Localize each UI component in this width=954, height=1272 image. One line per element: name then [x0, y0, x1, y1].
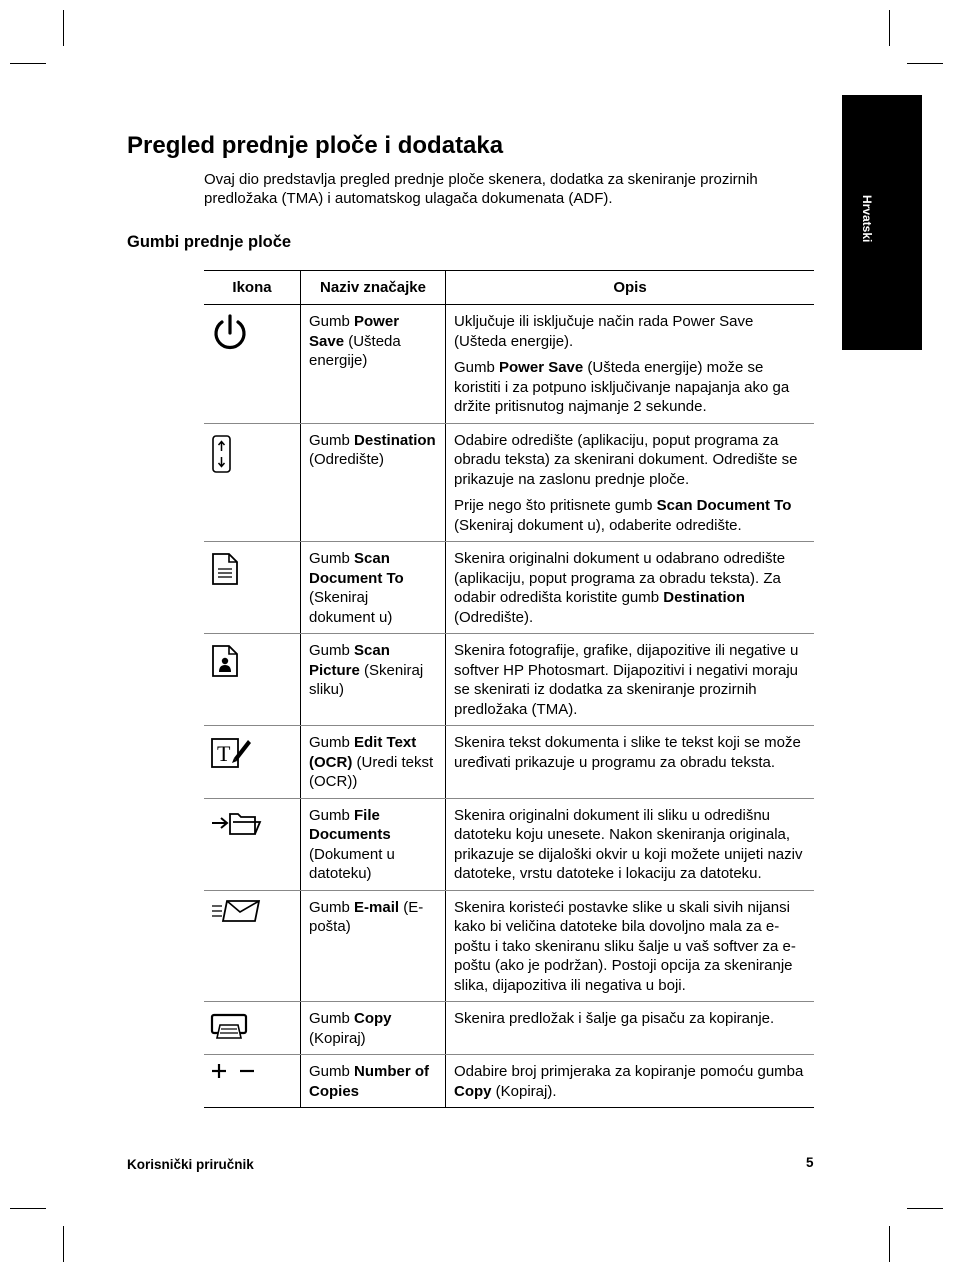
- text-run: (Kopiraj): [309, 1029, 366, 1047]
- bold-text: Power Save: [309, 313, 400, 350]
- table-row: [204, 798, 814, 890]
- plus-minus-icon: [210, 1061, 300, 1087]
- page-number: 5: [806, 1155, 814, 1170]
- power-icon: [210, 311, 300, 359]
- header-description: Opis: [446, 271, 815, 305]
- text-run: Gumb: [309, 1010, 355, 1027]
- bold-text: Scan Document To: [656, 497, 792, 514]
- description-paragraph: [454, 898, 806, 996]
- icon-cell: [204, 798, 301, 890]
- header-feature-name: Naziv značajke: [301, 271, 446, 305]
- crop-mark: [889, 1226, 890, 1262]
- text-run: (Uredi tekst (OCR)): [309, 753, 434, 790]
- description-cell: [446, 423, 815, 542]
- text-run: (Odredište).: [454, 608, 534, 626]
- section-heading: Gumbi prednje ploče: [127, 233, 292, 251]
- intro-paragraph: Ovaj dio predstavlja pregled prednje ploče skenera, dodatka za skeniranje prozirnih predložaka (TMA) i automatskog ulagača dokumenata (ADF).: [204, 171, 758, 207]
- icon-cell: [204, 542, 301, 634]
- text-run: (Odredište): [309, 451, 385, 468]
- icon-cell: [204, 726, 301, 799]
- bold-text: Scan Picture: [309, 642, 390, 679]
- crop-mark: [63, 10, 64, 46]
- feature-name-cell: [301, 1055, 446, 1108]
- icon-cell: [204, 890, 301, 1002]
- feature-name-cell: [301, 1002, 446, 1055]
- description-cell: [446, 542, 815, 634]
- text-run: (Skeniraj dokument u), odaberite odredište.: [454, 516, 742, 534]
- text-run: Gumb: [309, 642, 355, 659]
- feature-name-cell: [301, 305, 446, 424]
- edit-text-icon: [210, 732, 300, 776]
- crop-mark: [10, 1208, 46, 1209]
- description-paragraph: [454, 431, 806, 490]
- front-panel-buttons-table: [204, 270, 814, 1108]
- table-row: [204, 1002, 814, 1055]
- table-row: [204, 1055, 814, 1108]
- description-paragraph: [454, 312, 806, 351]
- description-paragraph: [454, 733, 806, 772]
- feature-name-cell: [301, 634, 446, 726]
- description-paragraph: [454, 358, 806, 417]
- bold-text: Power Save: [499, 359, 584, 376]
- scan-picture-icon: [210, 640, 300, 684]
- email-icon: [210, 897, 300, 931]
- destination-icon: [210, 430, 300, 480]
- bold-text: Edit Text (OCR): [309, 734, 417, 771]
- table-row: [204, 890, 814, 1002]
- description-paragraph: [454, 549, 806, 627]
- text-run: (E-pošta): [309, 898, 424, 935]
- crop-mark: [10, 63, 46, 64]
- feature-name-cell: [301, 542, 446, 634]
- description-cell: [446, 726, 815, 799]
- bold-text: Scan Document To: [309, 550, 404, 587]
- description-cell: [446, 1002, 815, 1055]
- description-cell: [446, 1055, 815, 1108]
- text-run: Gumb: [309, 1063, 355, 1080]
- bold-text: E-mail: [354, 898, 400, 916]
- bold-text: Copy: [454, 1082, 492, 1100]
- file-documents-icon: [210, 805, 300, 844]
- description-cell: [446, 798, 815, 890]
- text-run: Uključuje ili isključuje način rada Power Save (Ušteda energije).: [454, 313, 754, 350]
- table-header-row: [204, 271, 814, 305]
- text-run: Gumb: [309, 734, 355, 751]
- text-run: (Skeniraj dokument u): [309, 589, 393, 626]
- text-run: Prije nego što pritisnete gumb: [454, 497, 657, 514]
- language-tab: [842, 95, 922, 350]
- text-run: Skenira originalni dokument ili sliku u odredišnu datoteku koju unesete. Nakon skeniranja originala, prikazuje se dijaloški okvir u koji možete unijeti naziv datoteke, vrstu datoteke i lokaciju za datoteku.: [454, 806, 803, 882]
- description-cell: [446, 890, 815, 1002]
- table-row: [204, 423, 814, 542]
- text-run: Gumb: [309, 898, 355, 916]
- description-paragraph: [454, 641, 806, 719]
- text-run: (Skeniraj sliku): [309, 661, 424, 698]
- table-row: [204, 726, 814, 799]
- text-run: Skenira tekst dokumenta i slike te tekst koji se može uređivati prikazuje u programu za obradu teksta.: [454, 734, 801, 771]
- page-title: Pregled prednje ploče i dodataka: [127, 132, 504, 159]
- text-run: Skenira koristeći postavke slike u skali sivih nijansi kako bi veličina datoteke bila dovoljno mala za e-poštu i tako skeniranu sliku šalje u vaš softver za e-poštu (ako je podržan). Postoji opcija za skeniranje slika, dijapozitiva ili negativa u boji.: [454, 898, 796, 994]
- description-paragraph: [454, 496, 806, 535]
- header-icon: Ikona: [204, 271, 301, 305]
- description-paragraph: [454, 1062, 806, 1101]
- crop-mark: [907, 63, 943, 64]
- bold-text: Copy: [354, 1010, 392, 1027]
- description-cell: [446, 305, 815, 424]
- crop-mark: [907, 1208, 943, 1209]
- copy-icon: [210, 1008, 300, 1047]
- bold-text: Destination: [354, 431, 436, 449]
- table-row: [204, 305, 814, 424]
- crop-mark: [63, 1226, 64, 1262]
- text-run: Gumb: [309, 806, 355, 824]
- text-run: (Ušteda energije): [309, 332, 401, 369]
- text-run: Odabire broj primjeraka za kopiranje pomoću gumba: [454, 1063, 804, 1080]
- icon-cell: [204, 423, 301, 542]
- description-paragraph: [454, 806, 806, 884]
- icon-cell: [204, 1002, 301, 1055]
- text-run: (Ušteda energije) može se koristiti i za potpuno isključivanje napajanja ako ga držite pritisnutog najmanje 2 sekunde.: [454, 359, 790, 415]
- table-row: [204, 634, 814, 726]
- icon-cell: [204, 1055, 301, 1108]
- feature-name-cell: [301, 890, 446, 1002]
- text-run: Gumb: [309, 550, 355, 567]
- description-paragraph: [454, 1009, 806, 1029]
- bold-text: Destination: [663, 589, 745, 606]
- bold-text: File Documents: [309, 806, 391, 843]
- bold-text: Number of Copies: [309, 1063, 430, 1100]
- crop-mark: [889, 10, 890, 46]
- text-run: (Kopiraj).: [491, 1082, 557, 1100]
- svg-text:T: T: [217, 741, 231, 766]
- icon-cell: [204, 305, 301, 424]
- language-tab-label: Hrvatski: [860, 195, 874, 243]
- text-run: Gumb: [309, 431, 355, 449]
- text-run: Skenira originalni dokument u odabrano odredište (aplikaciju, poput programa za obradu teksta). Za odabir odredišta koristite gumb: [454, 550, 786, 606]
- text-run: Odabire odredište (aplikaciju, poput programa za obradu teksta) za skenirani dokument. Odredište se prikazuje na zaslonu prednje ploče.: [454, 431, 798, 488]
- text-run: (Dokument u datoteku): [309, 845, 395, 882]
- text-run: Skenira fotografije, grafike, dijapozitive ili negative u softver HP Photosmart. Dijapozitivi i negativi moraju se skenirati iz dodatka za skeniranje prozirnih predložaka (TMA).: [454, 642, 799, 718]
- feature-name-cell: [301, 423, 446, 542]
- text-run: Gumb: [454, 359, 500, 376]
- feature-name-cell: [301, 726, 446, 799]
- description-cell: [446, 634, 815, 726]
- text-run: Gumb: [309, 313, 355, 330]
- text-run: Skenira predložak i šalje ga pisaču za kopiranje.: [454, 1010, 775, 1027]
- footer-manual-title: Korisnički priručnik: [127, 1157, 254, 1172]
- icon-cell: [204, 634, 301, 726]
- table-row: [204, 542, 814, 634]
- feature-name-cell: [301, 798, 446, 890]
- scan-document-icon: [210, 548, 300, 592]
